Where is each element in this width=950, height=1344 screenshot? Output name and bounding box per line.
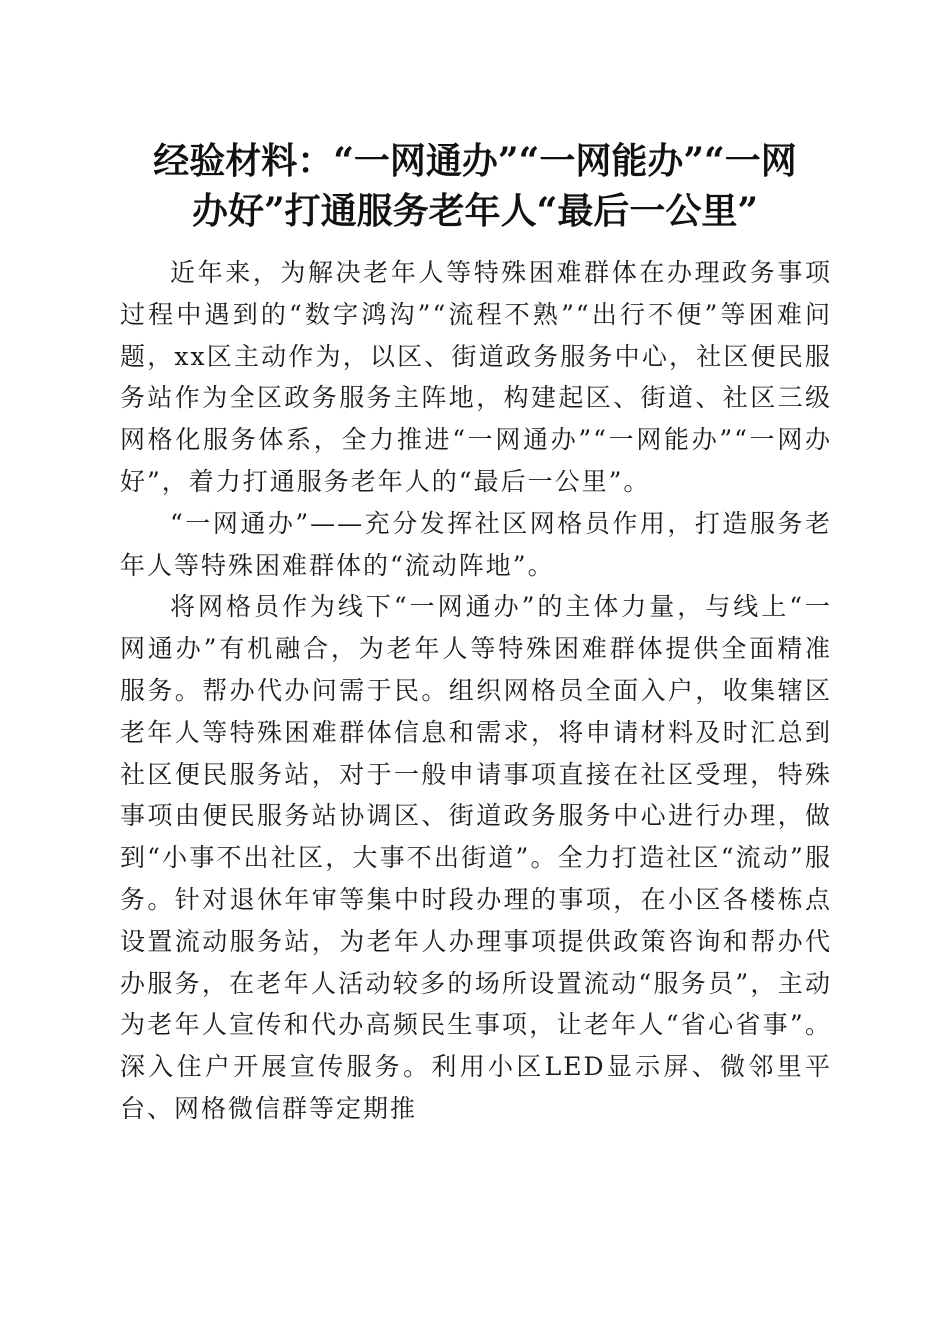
paragraph-section-heading: “一网通办”——充分发挥社区网格员作用，打造服务老年人等特殊困难群体的“流动阵地”。 — [120, 508, 832, 580]
document-body — [120, 252, 832, 1130]
paragraph-section-body: 将网格员作为线下“一网通办”的主体力量，与线上“一网通办”有机融合，为老年人等特殊困难群体提供全面精准服务。帮办代办问需于民。组织网格员全面入户，收集辖区老年人等特殊困难群体信息和需求，将申请材料及时汇总到社区便民服务站，对于一般申请事项直接在社区受理，特殊事项由便民服务站协调区、街道政务服务中心进行办理，做到“小事不出社区，大事不出街道”。全力打造社区“流动”服务。针对退休年审等集中时段办理的事项，在小区各楼栋点设置流动服务站，为老年人办理事项提供政策咨询和帮办代办服务，在老年人活动较多的场所设置流动“服务员”，主动为老年人宣传和代办高频民生事项，让老年人“省心省事”。深入住户开展宣传服务。利用小区LED显示屏、微邻里平台、网格微信群等定期推 — [120, 592, 832, 1123]
title-line-1: 经验材料：“一网通办”“一网能办”“一网 — [153, 140, 797, 182]
document-title — [112, 136, 838, 236]
paragraph-intro: 近年来，为解决老年人等特殊困难群体在办理政务事项过程中遇到的“数字鸿沟”“流程不熟”“出行不便”等困难问题，xx区主动作为，以区、街道政务服务中心，社区便民服务站作为全区政务服务主阵地，构建起区、街道、社区三级网格化服务体系，全力推进“一网通办”“一网能办”“一网办好”，着力打通服务老年人的“最后一公里”。 — [120, 258, 832, 496]
title-line-2: 办好”打通服务老年人“最后一公里” — [191, 190, 759, 232]
